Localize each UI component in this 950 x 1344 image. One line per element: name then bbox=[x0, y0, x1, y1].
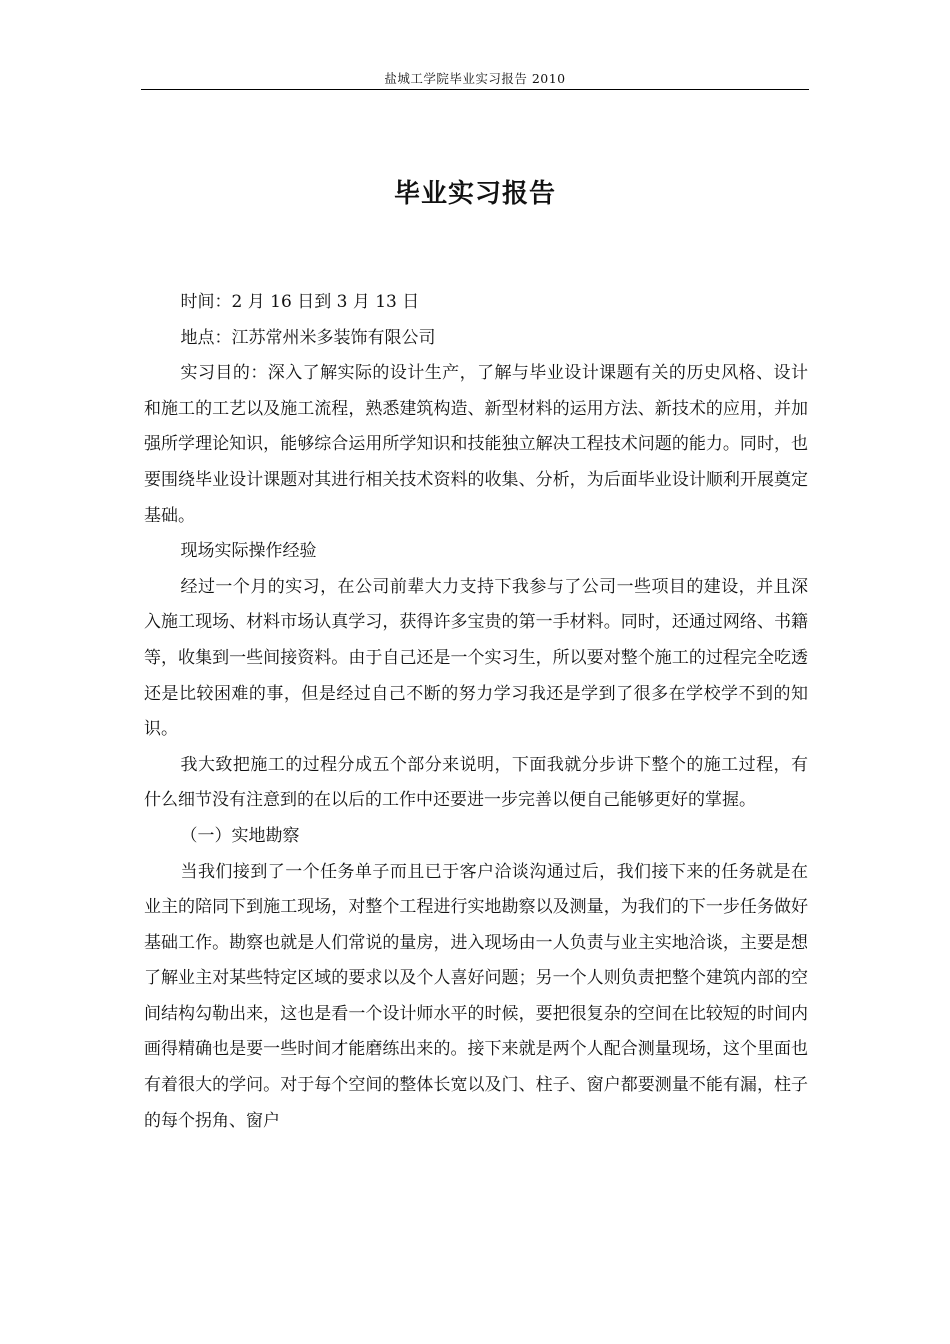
section-heading-survey: （一）实地勘察 bbox=[180, 825, 300, 846]
header-text: 盐城工学院毕业实习报告 2010 bbox=[384, 71, 566, 86]
document-title: 毕业实习报告 bbox=[393, 179, 556, 209]
document-body bbox=[144, 285, 808, 1139]
section-heading-experience: 现场实际操作经验 bbox=[180, 541, 317, 562]
paragraph-experience: 经过一个月的实习，在公司前辈大力支持下我参与了公司一些项目的建设，并且深入施工现场、材料市场认真学习，获得许多宝贵的第一手材料。同时，还通过网络、书籍等，收集到一些间接资料。由于自己还是一个实习生，所以要对整个施工的过程完全吃透还是比较困难的事，但是经过自己不断的努力学习我还是学到了很多在学校学不到的知识。 bbox=[144, 576, 808, 740]
paragraph-time: 时间：2 月 16 日到 3 月 13 日 bbox=[180, 292, 420, 312]
paragraph-survey: 当我们接到了一个任务单子而且已于客户洽谈沟通过后，我们接下来的任务就是在业主的陪同下到施工现场，对整个工程进行实地勘察以及测量，为我们的下一步任务做好基础工作。勘察也就是人们常说的量房，进入现场由一人负责与业主实地洽谈，主要是想了解业主对某些特定区域的要求以及个人喜好问题；另一个人则负责把整个建筑内部的空间结构勾勒出来，这也是看一个设计师水平的时候，要把很复杂的空间在比较短的时间内画得精确也是要一些时间才能磨练出来的。接下来就是两个人配合测量现场，这个里面也有着很大的学问。对于每个空间的整体长宽以及门、柱子、窗户都要测量不能有漏，柱子的每个拐角、窗户 bbox=[144, 861, 808, 1131]
paragraph-location: 地点：江苏常州米多装饰有限公司 bbox=[180, 327, 436, 348]
page-header bbox=[141, 68, 809, 90]
paragraph-purpose: 实习目的：深入了解实际的设计生产，了解与毕业设计课题有关的历史风格、设计和施工的工艺以及施工流程，熟悉建筑构造、新型材料的运用方法、新技术的应用，并加强所学理论知识，能够综合运用所学知识和技能独立解决工程技术问题的能力。同时，也要围绕毕业设计课题对其进行相关技术资料的收集、分析，为后面毕业设计顺利开展奠定基础。 bbox=[144, 363, 808, 526]
paragraph-overview: 我大致把施工的过程分成五个部分来说明，下面我就分步讲下整个的施工过程，有什么细节没有注意到的在以后的工作中还要进一步完善以便自己能够更好的掌握。 bbox=[144, 754, 808, 811]
